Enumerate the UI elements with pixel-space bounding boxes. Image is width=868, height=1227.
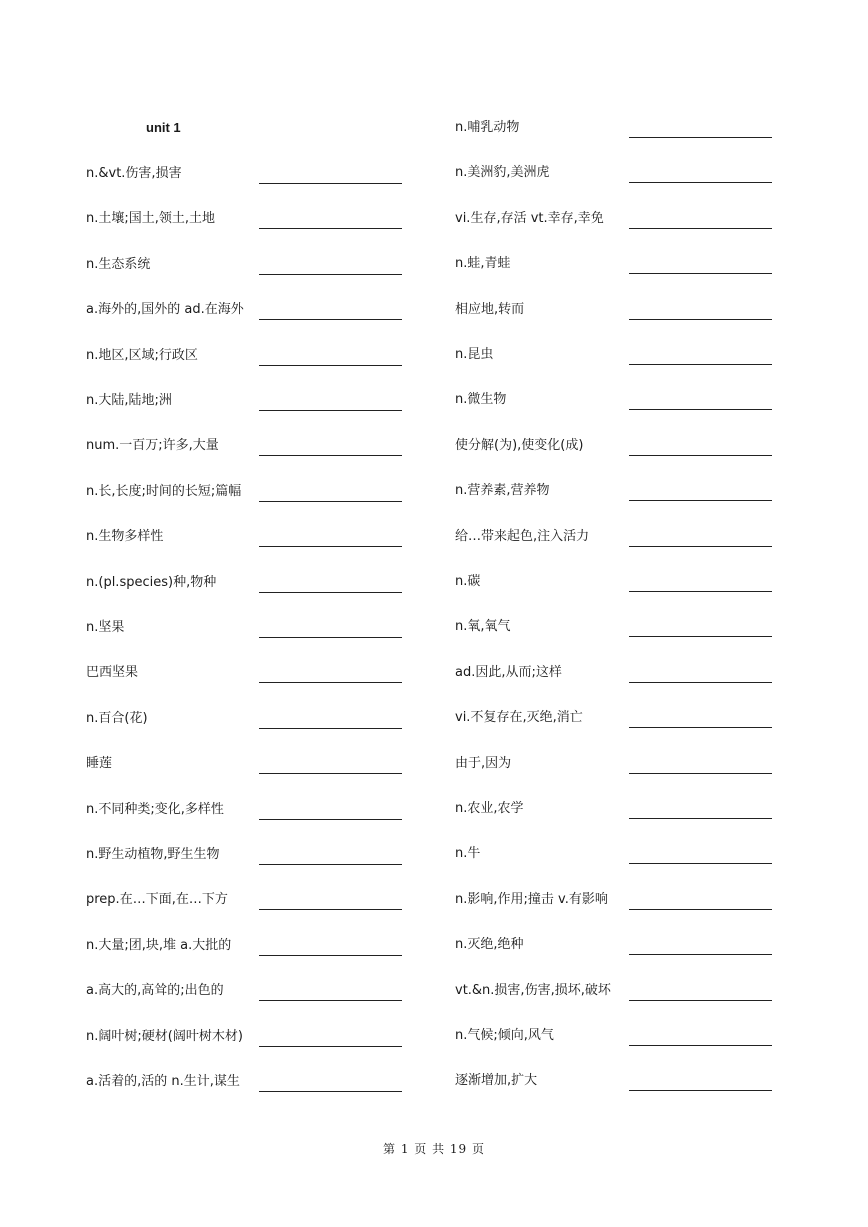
vocab-definition: n.百合(花) (86, 710, 148, 726)
answer-blank[interactable] (259, 256, 402, 275)
answer-blank[interactable] (629, 800, 772, 819)
vocab-row (455, 437, 775, 459)
answer-blank[interactable] (629, 664, 772, 683)
vocab-definition: n.气候;倾向,风气 (455, 1028, 554, 1043)
vocab-definition: n.地区,区域;行政区 (86, 347, 198, 363)
vocab-definition: n.昆虫 (455, 347, 494, 362)
answer-blank[interactable] (259, 891, 402, 910)
answer-blank[interactable] (629, 210, 772, 229)
vocab-definition: n.哺乳动物 (455, 120, 520, 135)
vocab-row (455, 301, 775, 323)
vocab-definition: n.蛙,青蛙 (455, 256, 511, 272)
vocab-row (86, 664, 406, 686)
vocab-row (455, 346, 775, 368)
answer-blank[interactable] (259, 846, 402, 865)
vocab-definition: n.阔叶树;硬材(阔叶树木材) (86, 1028, 243, 1044)
answer-blank[interactable] (259, 528, 402, 547)
answer-blank[interactable] (629, 618, 772, 637)
vocab-row (455, 891, 775, 913)
answer-blank[interactable] (629, 528, 772, 547)
vocab-row (86, 210, 406, 232)
vocab-row (455, 482, 775, 504)
vocab-row (455, 255, 775, 277)
answer-blank[interactable] (629, 1072, 772, 1091)
answer-blank[interactable] (259, 392, 402, 411)
vocab-definition: n.长,长度;时间的长短;篇幅 (86, 483, 242, 499)
vocab-row (86, 1073, 406, 1095)
vocab-definition: n.生物多样性 (86, 529, 164, 545)
vocab-row (86, 528, 406, 550)
vocab-row (455, 982, 775, 1004)
vocab-row (455, 1027, 775, 1049)
answer-blank[interactable] (259, 1073, 402, 1092)
vocab-definition: n.影响,作用;撞击 v.有影响 (455, 891, 608, 907)
vocab-row (86, 483, 406, 505)
vocab-row (455, 618, 775, 640)
answer-blank[interactable] (259, 982, 402, 1001)
vocab-definition: n.野生动植物,野生生物 (86, 847, 220, 862)
vocab-definition: 使分解(为),使变化(成) (455, 437, 584, 453)
vocab-row (86, 347, 406, 369)
vocab-definition: ad.因此,从而;这样 (455, 664, 562, 680)
vocab-row (86, 891, 406, 913)
vocab-row (86, 301, 406, 323)
answer-blank[interactable] (629, 982, 772, 1001)
vocab-row (455, 164, 775, 186)
vocab-row (455, 845, 775, 867)
vocab-row (455, 936, 775, 958)
vocab-row (455, 119, 775, 141)
vocab-row (86, 437, 406, 459)
page-title: unit 1 (146, 120, 181, 135)
answer-blank[interactable] (259, 483, 402, 502)
answer-blank[interactable] (629, 845, 772, 864)
vocab-definition: n.大量;团,块,堆 a.大批的 (86, 937, 232, 953)
vocab-definition: vi.不复存在,灭绝,消亡 (455, 710, 583, 726)
answer-blank[interactable] (259, 710, 402, 729)
answer-blank[interactable] (629, 1027, 772, 1046)
answer-blank[interactable] (259, 347, 402, 366)
answer-blank[interactable] (629, 119, 772, 138)
vocab-definition: n.营养素,营养物 (455, 483, 550, 499)
vocab-row (86, 801, 406, 823)
vocab-definition: 由于,因为 (455, 755, 512, 771)
vocab-definition: vt.&n.损害,伤害,损坏,破坏 (455, 982, 611, 998)
vocab-row (86, 392, 406, 414)
vocab-definition: 给…带来起色,注入活力 (455, 528, 590, 544)
vocab-definition: n.灭绝,绝种 (455, 937, 524, 953)
vocab-row (86, 256, 406, 278)
answer-blank[interactable] (629, 709, 772, 728)
answer-blank[interactable] (629, 891, 772, 910)
vocab-definition: n.坚果 (86, 620, 125, 635)
vocab-definition: 巴西坚果 (86, 665, 139, 681)
answer-blank[interactable] (629, 164, 772, 183)
answer-blank[interactable] (259, 1028, 402, 1047)
vocab-definition: n.(pl.species)种,物种 (86, 574, 217, 590)
vocab-row (86, 937, 406, 959)
vocab-definition: n.美洲豹,美洲虎 (455, 165, 550, 181)
answer-blank[interactable] (259, 664, 402, 683)
answer-blank[interactable] (259, 801, 402, 820)
answer-blank[interactable] (629, 573, 772, 592)
answer-blank[interactable] (629, 482, 772, 501)
vocab-definition: n.土壤;国土,领土,土地 (86, 211, 216, 227)
vocab-row (86, 619, 406, 641)
vocab-row (455, 391, 775, 413)
vocab-row (455, 573, 775, 595)
vocab-definition: n.&vt.伤害,损害 (86, 166, 182, 181)
answer-blank[interactable] (259, 755, 402, 774)
answer-blank[interactable] (259, 165, 402, 184)
vocab-row (86, 982, 406, 1004)
vocab-definition: a.海外的,国外的 ad.在海外 (86, 302, 244, 318)
vocab-definition: num.一百万;许多,大量 (86, 438, 219, 454)
answer-blank[interactable] (259, 301, 402, 320)
vocab-definition: a.高大的,高耸的;出色的 (86, 983, 224, 999)
answer-blank[interactable] (629, 755, 772, 774)
vocab-row (455, 528, 775, 550)
vocab-definition: n.碳 (455, 574, 481, 589)
vocab-definition: n.牛 (455, 846, 481, 862)
vocab-definition: vi.生存,存活 vt.幸存,幸免 (455, 210, 604, 226)
answer-blank[interactable] (259, 437, 402, 456)
page-footer: 第 1 页 共 19 页 (383, 1142, 485, 1156)
vocab-definition: n.不同种类;变化,多样性 (86, 801, 224, 817)
vocab-row (86, 574, 406, 596)
vocab-row (455, 1072, 775, 1094)
vocab-row (86, 755, 406, 777)
vocab-row (86, 1028, 406, 1050)
vocab-row (455, 709, 775, 731)
vocab-definition: 逐渐增加,扩大 (455, 1073, 538, 1089)
vocab-definition: 睡莲 (86, 756, 113, 772)
answer-blank[interactable] (259, 210, 402, 229)
vocab-row (455, 210, 775, 232)
vocab-row (86, 846, 406, 868)
answer-blank[interactable] (259, 619, 402, 638)
vocab-definition: n.氧,氧气 (455, 619, 511, 635)
vocab-definition: 相应地,转而 (455, 301, 525, 317)
answer-blank[interactable] (629, 437, 772, 456)
answer-blank[interactable] (629, 391, 772, 410)
answer-blank[interactable] (629, 301, 772, 320)
vocab-definition: n.生态系统 (86, 256, 151, 272)
vocab-row (455, 664, 775, 686)
vocab-row (86, 165, 406, 187)
vocab-row (455, 800, 775, 822)
answer-blank[interactable] (259, 937, 402, 956)
vocab-definition: n.农业,农学 (455, 801, 524, 816)
vocab-definition: n.大陆,陆地;洲 (86, 393, 172, 408)
answer-blank[interactable] (629, 936, 772, 955)
vocab-definition: n.微生物 (455, 392, 507, 408)
answer-blank[interactable] (629, 346, 772, 365)
answer-blank[interactable] (259, 574, 402, 593)
vocab-row (455, 755, 775, 777)
vocab-definition: prep.在…下面,在…下方 (86, 892, 228, 908)
vocab-row (86, 710, 406, 732)
answer-blank[interactable] (629, 255, 772, 274)
vocab-definition: a.活着的,活的 n.生计,谋生 (86, 1074, 240, 1089)
